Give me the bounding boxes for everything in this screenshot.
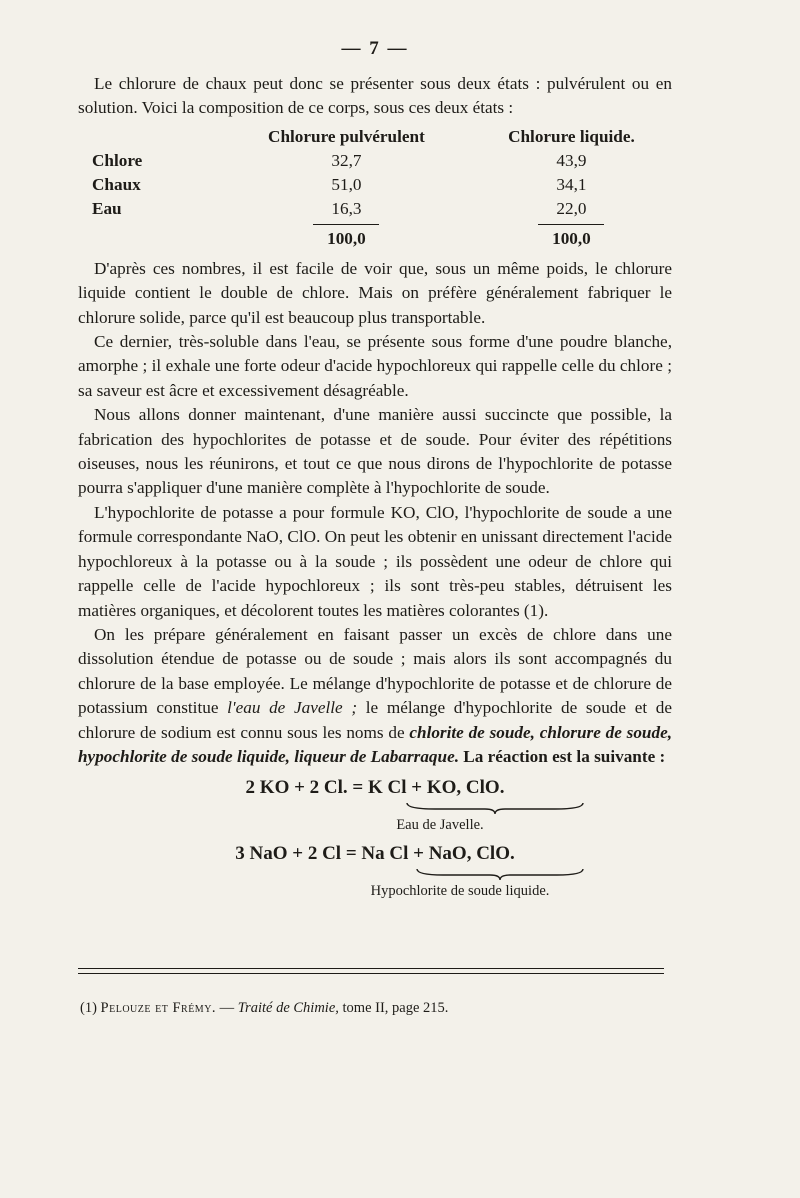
paragraph-6 [78,623,672,769]
composition-table [78,125,672,251]
row-label: Chlore [92,150,143,170]
row-value-liquide: 43,9 [556,150,587,170]
row-label: Chaux [92,174,141,194]
underbrace-icon [415,867,585,881]
page-number: — 7 — [341,38,409,59]
footnote-dash: — [216,1000,238,1016]
paragraph-2: D'après ces nombres, il est facile de voir que, sous un même poids, le chlorure liquide contient le double de chlore. Mais on préfère généralement fabriquer le chlorure solide, parce qu'il est beaucoup plus transportable. [78,258,672,327]
paragraph-6-part-c: La réaction est la suivante : [459,746,666,766]
table-header-liquide: Chlorure liquide. [508,126,635,146]
row-value-pulverulent: 16,3 [331,198,362,218]
page-body [78,38,672,901]
paragraph-5: L'hypochlorite de potasse a pour formule KO, ClO, l'hypochlorite de soude a une formule correspondante NaO, ClO. On peut les obtenir en unissant directement l'acide hypochloreux à la potasse ou à la soude ; ils possèdent une odeur de chlore qui rappelle celle de l'acide hypochloreux ; ils sont très-peu stables, détruisent les matières organiques, et décolorent toutes les matières colorantes (1). [78,502,672,620]
footnote-authors: Pelouze et Frémy. [100,1000,217,1016]
row-value-pulverulent: 32,7 [331,150,362,170]
footnote [80,998,670,1018]
product-names: chlorite de soude, chlorure de soude, hypochlorite de soude liquide, liqueur de Labarraque. [78,722,672,766]
total-liquide: 100,0 [552,228,591,248]
equation-potasse: 2 KO + 2 Cl. = K Cl + KO, ClO. [245,777,505,799]
footnote-title: Traité de Chimie, [237,1000,339,1016]
paragraph-6-part-a: On les prépare généralement en faisant passer un excès de chlore dans une dissolution étendue de potasse ou de soude ; mais alors ils sont accompagnés du chlorure de la base employée. Le mélange d'hypochlorite de potasse et de chlorure de potassium constitue [78,624,672,718]
table-row [78,173,672,197]
table-total-row [78,225,672,251]
table-header-pulverulent: Chlorure pulvérulent [268,126,425,146]
row-value-pulverulent: 51,0 [331,174,362,194]
footnote-rule-thin [78,973,664,974]
brace-2 [78,867,672,881]
row-value-liquide: 34,1 [556,174,587,194]
paragraph-6-part-b: le mélange d'hypochlorite de soude et de chlorure de sodium est connu sous les noms de [78,698,673,742]
total-pulverulent: 100,0 [327,228,366,248]
equation-soude: 3 NaO + 2 Cl = Na Cl + NaO, ClO. [235,843,515,865]
footnote-marker: (1) [80,1000,97,1016]
row-label: Eau [92,198,122,218]
brace-1 [78,801,672,815]
underbrace-icon [405,801,585,815]
paragraph-4: Nous allons donner maintenant, d'une manière aussi succincte que possible, la fabrication des hypochlorites de potasse et de soude. Pour éviter des répétitions oiseuses, nous les réunirons, et tout ce que nous dirons de l'hypochlorite de potasse pourra s'appliquer d'une manière complète à l'hypochlorite de soude. [78,405,672,498]
caption-hypochlorite: Hypochlorite de soude liquide. [370,883,550,900]
paragraph-1: Le chlorure de chaux peut donc se présenter sous deux états : pulvérulent ou en solution. Voici la composition de ce corps, sous ces deux états : [78,74,672,118]
footnote-rest: tome II, page 215. [338,1000,449,1016]
footnote-rule [78,968,664,969]
table-row [78,149,672,173]
table-header-row [78,125,672,149]
caption-eau-de-javelle: Eau de Javelle. [396,817,484,834]
eau-de-javelle-term: l'eau de Javelle ; [227,698,358,718]
table-row [78,197,672,221]
row-value-liquide: 22,0 [556,198,587,218]
paragraph-3: Ce dernier, très-soluble dans l'eau, se présente sous forme d'une poudre blanche, amorphe ; il exhale une forte odeur d'acide hypochloreux qui rappelle celle du chlore ; sa saveur est âcre et excessivement désagréable. [78,332,672,400]
table-header-empty [78,125,222,149]
